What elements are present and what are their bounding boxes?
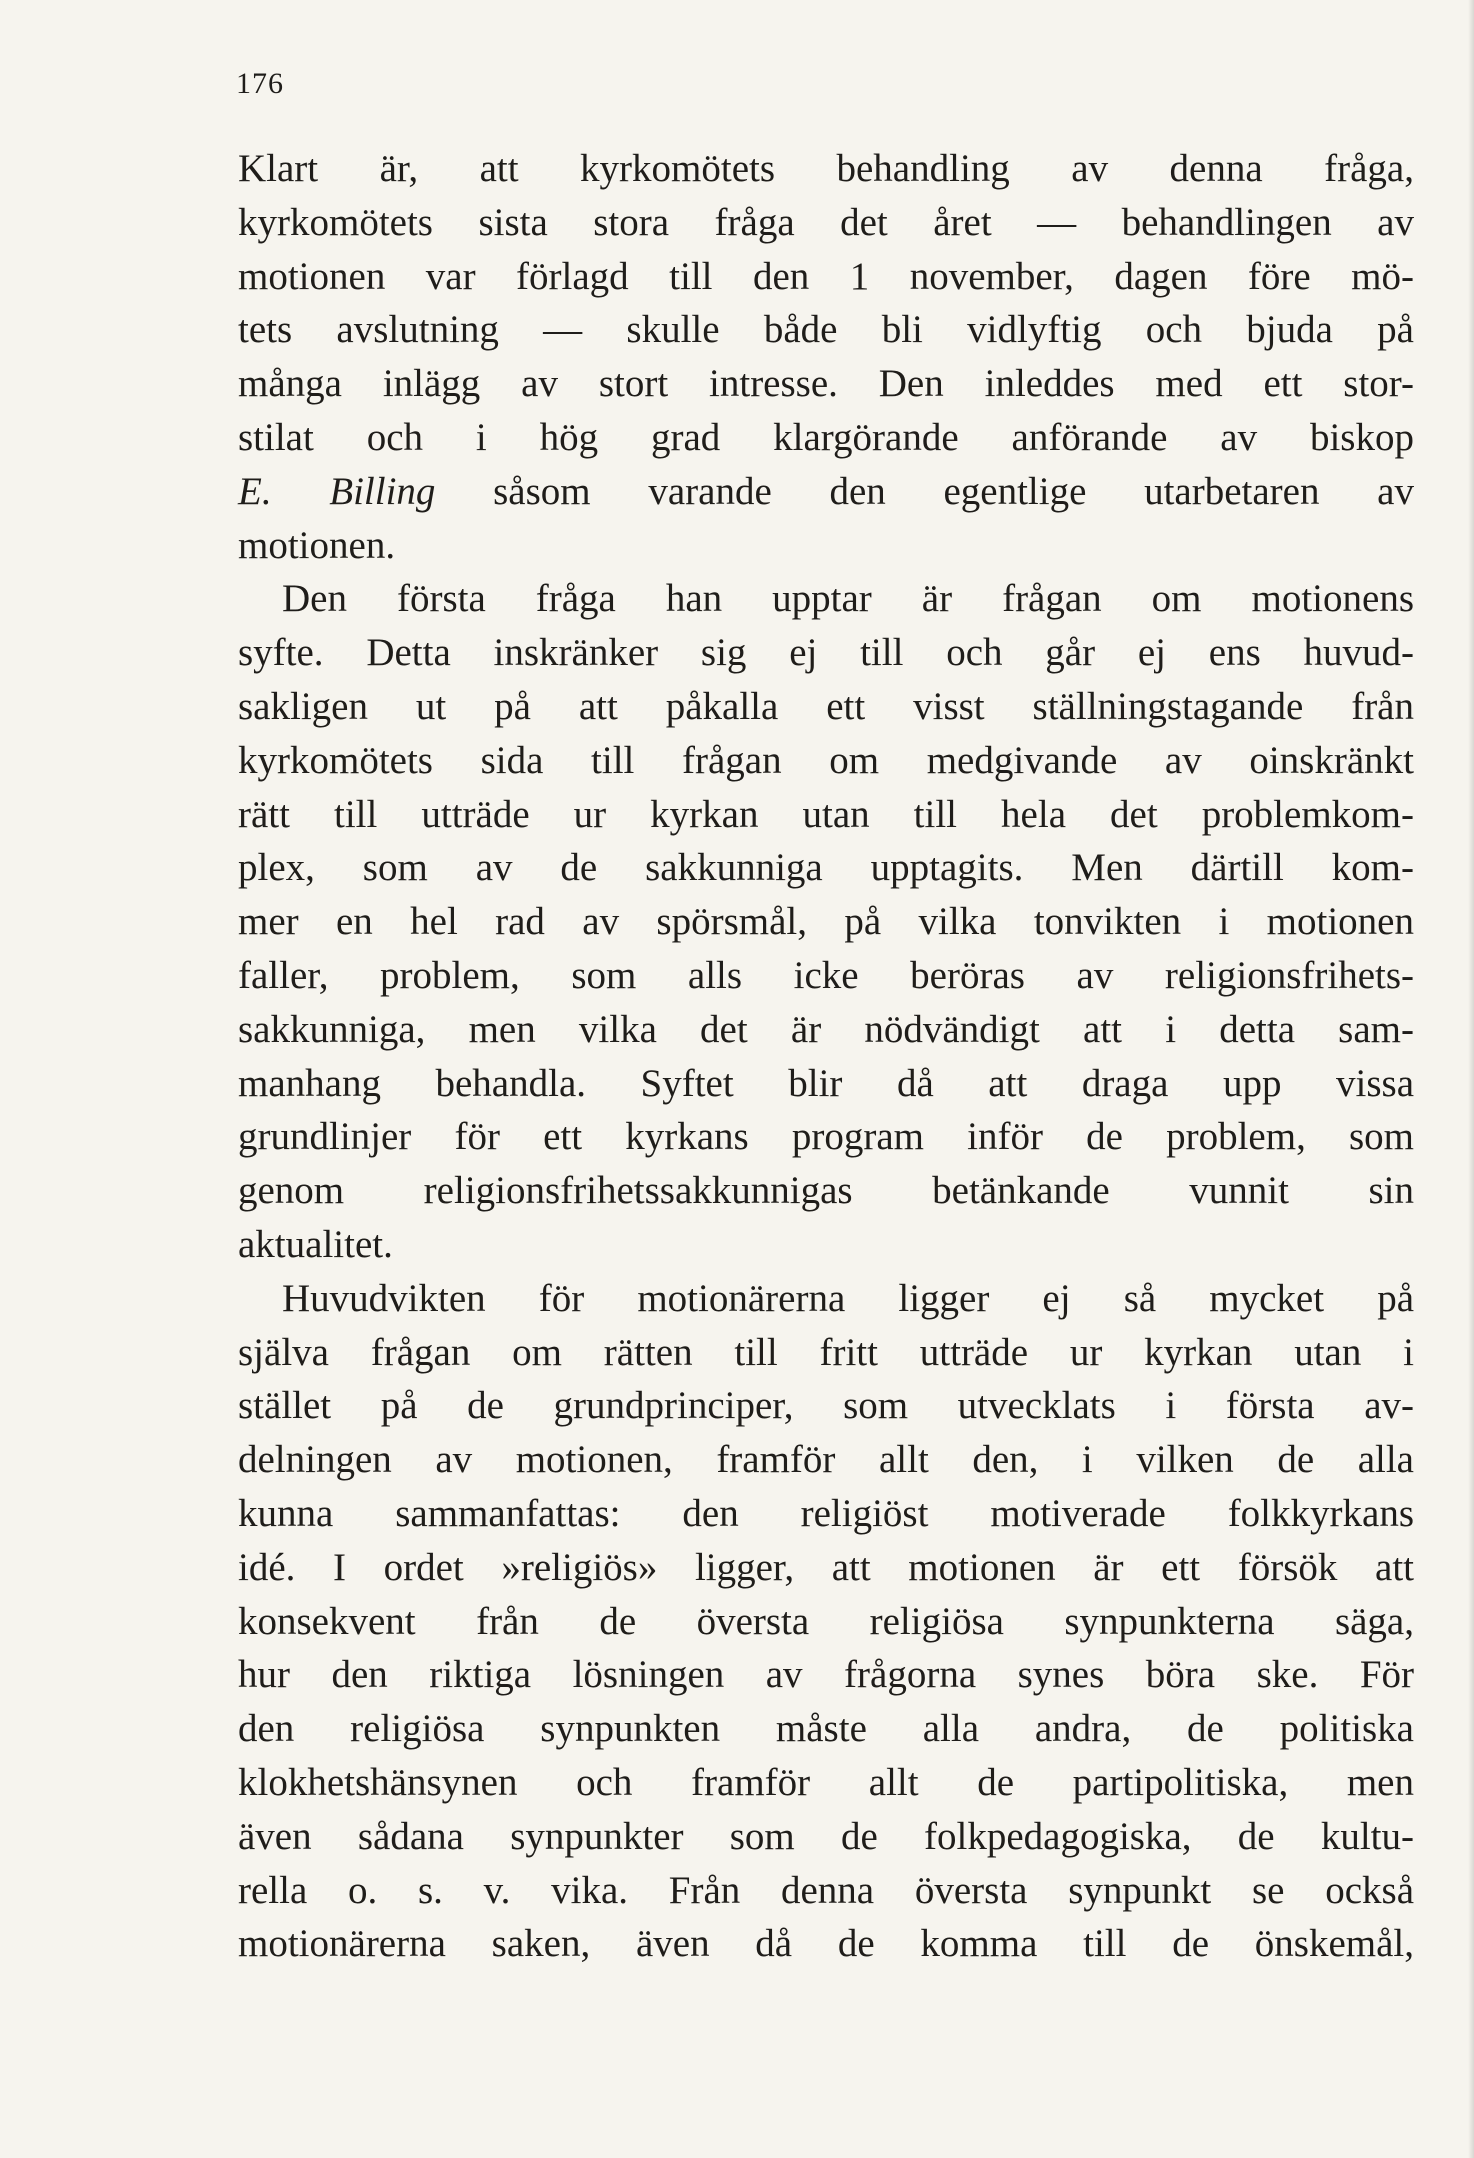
text-line: motionen. [238, 523, 396, 567]
text-line: Den första fråga han upptar är frågan om motionens [282, 577, 1414, 621]
text-line: stilat och i hög grad klargörande anförande av biskop [238, 415, 1414, 459]
text-line: konsekvent från de översta religiösa synpunkterna säga, [238, 1599, 1414, 1643]
text-line: delningen av motionen, framför allt den, i vilken de alla [238, 1438, 1414, 1482]
text-line: genom religionsfrihetssakkunnigas betänkande vunnit sin [238, 1169, 1414, 1213]
text-line: Klart är, att kyrkomötets behandling av denna fråga, [238, 147, 1414, 190]
text-line: idé. I ordet »religiös» ligger, att motionen är ett försök att [238, 1545, 1414, 1589]
text-line: stället på de grundprinciper, som utvecklats i första av- [238, 1384, 1414, 1428]
text-line: kunna sammanfattas: den religiöst motiverade folkkyrkans [238, 1491, 1414, 1535]
text-line: rätt till utträde ur kyrkan utan till hela det problemkom- [238, 792, 1414, 836]
text-line: tets avslutning — skulle både bli vidlyftig och bjuda på [238, 308, 1414, 352]
text-line [238, 465, 1414, 519]
text-line: hur den riktiga lösningen av frågorna synes böra ske. För [238, 1653, 1414, 1697]
italic-name: E. Billing [238, 469, 436, 513]
text-line: motionen var förlagd till den 1 november, dagen före mö- [238, 254, 1414, 298]
text-fragment: såsom varande den egentlige utarbetaren av [435, 469, 1414, 513]
body-text [238, 142, 1414, 1971]
text-line: även sådana synpunkter som de folkpedagogiska, de kultu- [238, 1814, 1414, 1858]
text-line: Huvudvikten för motionärerna ligger ej så mycket på [282, 1276, 1414, 1320]
text-line: många inlägg av stort intresse. Den inleddes med ett stor- [238, 362, 1414, 406]
text-line: grundlinjer för ett kyrkans program inför de problem, som [238, 1115, 1414, 1159]
text-line: manhang behandla. Syftet blir då att draga upp vissa [238, 1061, 1414, 1105]
text-line: den religiösa synpunkten måste alla andra, de politiska [238, 1707, 1414, 1751]
text-line: motionärerna saken, även då de komma till de önskemål, [238, 1922, 1414, 1966]
text-line: aktualitet. [238, 1222, 393, 1266]
text-line: kyrkomötets sista stora fråga det året — behandlingen av [238, 200, 1414, 244]
text-line: själva frågan om rätten till fritt utträde ur kyrkan utan i [238, 1330, 1414, 1374]
text-line: sakligen ut på att påkalla ett visst ställningstagande från [238, 684, 1414, 728]
text-line: syfte. Detta inskränker sig ej till och går ej ens huvud- [238, 631, 1414, 675]
text-line: rella o. s. v. vika. Från denna översta synpunkt se också [238, 1868, 1414, 1912]
text-line: mer en hel rad av spörsmål, på vilka tonvikten i motionen [238, 900, 1414, 944]
page-number: 176 [236, 67, 284, 100]
text-line: plex, som av de sakkunniga upptagits. Men därtill kom- [238, 846, 1414, 890]
page-edge-shadow [1468, 0, 1474, 2158]
text-line: klokhetshänsynen och framför allt de partipolitiska, men [238, 1760, 1414, 1804]
text-line: faller, problem, som alls icke beröras av religionsfrihets- [238, 953, 1414, 997]
text-line: sakkunniga, men vilka det är nödvändigt att i detta sam- [238, 1007, 1414, 1051]
text-line: kyrkomötets sida till frågan om medgivande av oinskränkt [238, 738, 1414, 782]
